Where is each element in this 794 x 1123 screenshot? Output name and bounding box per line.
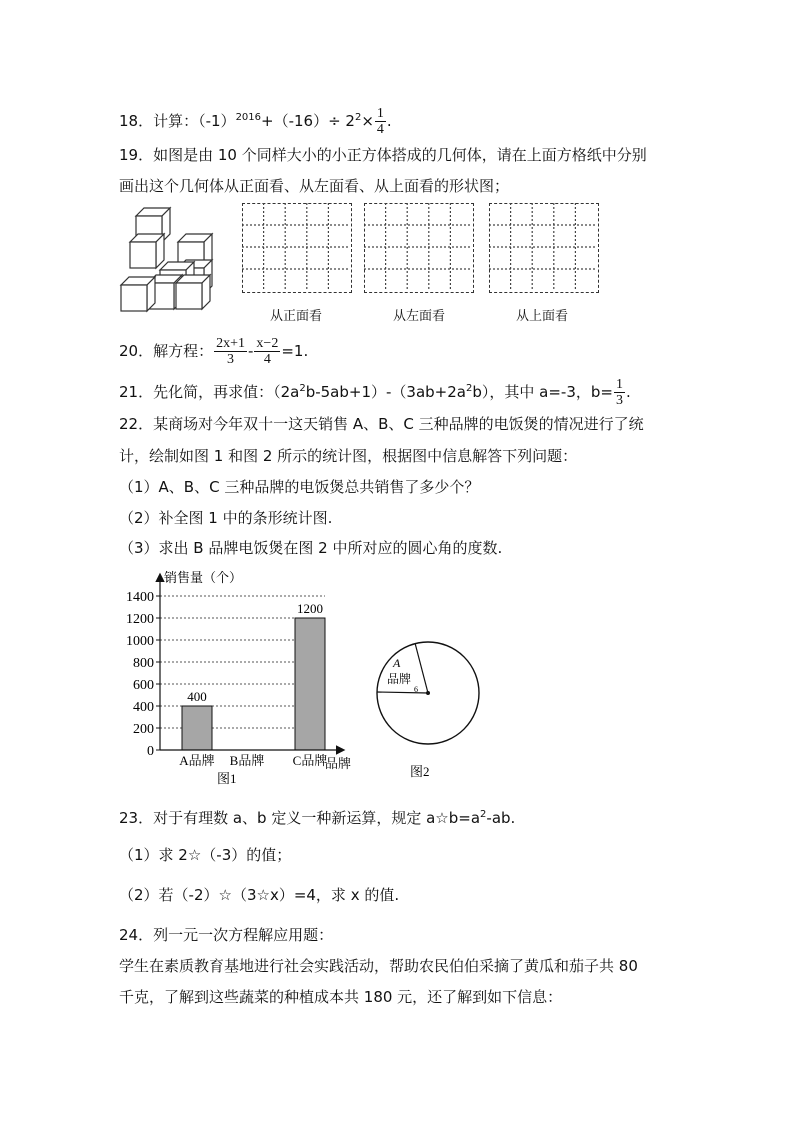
y-axis-label: 销售量（个） — [164, 570, 243, 585]
question-24-line3: 千克，了解到这些蔬菜的种植成本共 180 元，还了解到如下信息： — [119, 988, 563, 1006]
y-tick-label: 1400 — [126, 590, 154, 605]
y-tick-label: 600 — [133, 678, 154, 693]
y-tick-label: 1200 — [126, 612, 154, 627]
y-tick-label: 1000 — [126, 634, 154, 649]
bar-value-label: 400 — [187, 689, 207, 704]
pie-angle-label: 6 — [414, 685, 418, 694]
x-category-label: A品牌 — [179, 753, 215, 768]
question-19-line2: 画出这个几何体从正面看、从左面看、从上面看的形状图； — [119, 177, 510, 195]
question-24-line2: 学生在素质教育基地进行社会实践活动，帮助农民伯伯采摘了黄瓜和茄子共 80 — [119, 957, 638, 975]
question-23-part1: （1）求 2☆（-3）的值； — [119, 846, 292, 864]
pie-label-letter: A — [393, 656, 401, 670]
grid-lines — [0, 0, 794, 320]
question-21: 21．先化简，再求值：$(2a^2b-5ab+1)-(3ab+2a^2b)$，其中 a=-3，b= $\frac{1}{3}$ . — [119, 377, 631, 408]
x-category-label: B品牌 — [229, 753, 265, 768]
y-tick-label: 200 — [133, 722, 154, 737]
question-22-part3: （3）求出 B 品牌电饭煲在图 2 中所对应的圆心角的度数. — [119, 539, 503, 557]
caption-left-view: 从左面看 — [393, 309, 446, 324]
bar-A品牌 — [182, 706, 212, 750]
bar-C品牌 — [295, 618, 325, 750]
question-19-line1: 19．如图是由 10 个同样大小的小正方体搭成的几何体，请在上面方格纸中分别 — [119, 146, 647, 164]
fraction: $\frac{1}{3}$ — [615, 377, 623, 408]
fraction: $\frac{2x+1}{3}$ — [216, 336, 245, 367]
caption-front-view: 从正面看 — [270, 309, 323, 324]
question-22-line1: 22．某商场对今年双十一这天销售 A、B、C 三种品牌的电饭煲的情况进行了统 — [119, 415, 644, 433]
y-tick-label: 400 — [133, 700, 154, 715]
y-tick-label: 800 — [133, 656, 154, 671]
x-axis-label: 品牌 — [325, 756, 352, 771]
question-18: 18．计算：$(-1)^{2016}+(-16)\div 2^2\times$ $\frac{1}{4}$ . — [119, 106, 392, 137]
question-24-line1: 24．列一元一次方程解应用题： — [119, 926, 334, 944]
x-category-label: C品牌 — [292, 753, 328, 768]
question-23-part2: （2）若（-2）☆（3☆x）=4，求 x 的值. — [119, 886, 400, 904]
fraction: $\frac{x-2}{4}$ — [256, 336, 279, 367]
question-22-part2: （2）补全图 1 中的条形统计图. — [119, 509, 333, 527]
pie-chart — [370, 635, 485, 785]
pie-radius-b — [377, 692, 428, 693]
bar-chart — [110, 565, 370, 790]
question-22-part1: （1）A、B、C 三种品牌的电饭煲总共销售了多少个？ — [119, 478, 480, 496]
pie-center — [426, 691, 430, 695]
chart-caption: 图1 — [217, 771, 237, 786]
question-20: 20．解方程： $\frac{2x+1}{3}$ - $\frac{x-2}{4}$ =1. — [119, 336, 309, 367]
y-tick-label: 0 — [147, 744, 154, 759]
pie-label-text: 品牌 — [387, 672, 412, 686]
question-23: 23．对于有理数 a、b 定义一种新运算，规定 $a☆b=a^2-ab$. — [119, 809, 516, 827]
caption-top-view: 从上面看 — [516, 309, 569, 324]
question-22-line2: 计，绘制如图 1 和图 2 所示的统计图，根据图中信息解答下列问题： — [119, 447, 578, 465]
fraction: $\frac{1}{4}$ — [376, 106, 384, 137]
bar-value-label: 1200 — [297, 601, 323, 616]
pie-caption: 图2 — [410, 764, 430, 779]
